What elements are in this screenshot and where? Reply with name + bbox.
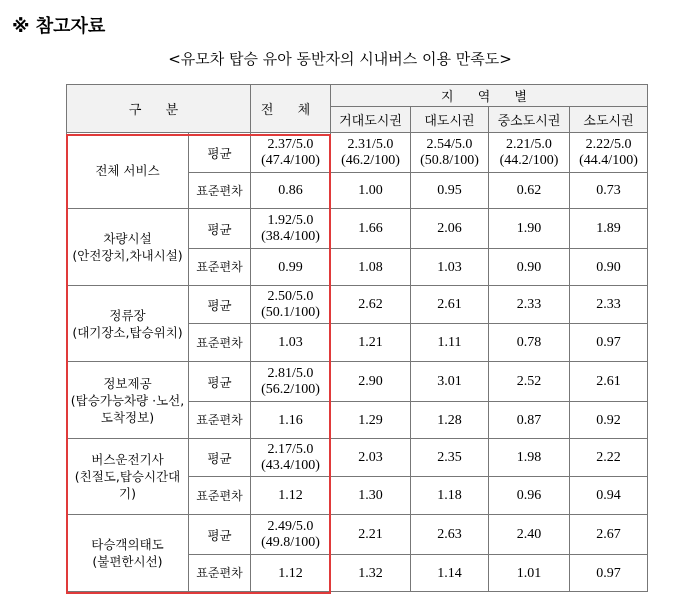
- avg-region-cell: [411, 439, 489, 477]
- sd-value: 0.87: [489, 402, 570, 439]
- sd-value: 0.78: [489, 324, 570, 362]
- section-heading: ※ 참고자료: [12, 16, 106, 37]
- avg-region-cell: [411, 209, 489, 249]
- avg-value: 2.61: [437, 296, 462, 312]
- sd-total: 0.99: [251, 249, 331, 286]
- avg-total: 2.81/5.0: [267, 365, 314, 381]
- category-name: 정류장: [109, 307, 146, 323]
- avg-region-cell: [331, 209, 411, 249]
- avg-value: 1.98: [516, 449, 542, 465]
- avg-total-pct: (49.8/100): [261, 534, 320, 550]
- avg-total-pct: (50.1/100): [261, 304, 320, 320]
- avg-value: 2.33: [516, 296, 542, 312]
- avg-total-pct: (38.4/100): [261, 228, 320, 244]
- avg-region-cell: [570, 515, 648, 555]
- avg-region-cell: [331, 133, 411, 173]
- sd-value: 1.11: [411, 324, 489, 362]
- sd-label: 표준편차: [189, 324, 251, 362]
- sd-value: 0.95: [411, 173, 489, 209]
- sd-value: 1.28: [411, 402, 489, 439]
- avg-region-cell: [570, 362, 648, 402]
- avg-total: 2.49/5.0: [267, 518, 314, 534]
- avg-label: 평균: [189, 439, 251, 477]
- avg-value: 2.33: [596, 296, 621, 312]
- avg-region-cell: [331, 286, 411, 324]
- avg-region-cell: [489, 362, 570, 402]
- header-category: 구 분: [67, 85, 251, 133]
- table-row: [67, 439, 648, 477]
- category-sub: (대기장소,탑승위치): [72, 324, 183, 340]
- sd-value: 1.01: [489, 555, 570, 592]
- sd-label: 표준편차: [189, 402, 251, 439]
- sd-value: 0.96: [489, 477, 570, 515]
- sd-value: 1.29: [331, 402, 411, 439]
- avg-label: 평균: [189, 362, 251, 402]
- category-cell: [67, 286, 189, 362]
- avg-region-cell: [489, 515, 570, 555]
- avg-label: 평균: [189, 133, 251, 173]
- avg-value: 2.54/5.0: [426, 136, 473, 152]
- avg-value: 2.21: [358, 526, 383, 542]
- category-name: 타승객의태도: [91, 537, 164, 552]
- sd-value: 0.73: [570, 173, 648, 209]
- avg-region-cell: [411, 133, 489, 173]
- avg-total-cell: [251, 133, 331, 173]
- header-region-small-city: 소도시권: [570, 107, 648, 133]
- sd-value: 1.32: [331, 555, 411, 592]
- avg-label: 평균: [189, 286, 251, 324]
- category-sub: (안전장치,차내시설): [72, 248, 183, 263]
- avg-value: 2.22: [596, 449, 621, 465]
- avg-region-cell: [489, 209, 570, 249]
- avg-pct: (50.8/100): [420, 152, 479, 168]
- sd-total: 0.86: [251, 173, 331, 209]
- avg-region-cell: [489, 439, 570, 477]
- avg-value: 2.31/5.0: [347, 136, 394, 152]
- avg-total-cell: [251, 362, 331, 402]
- table-row: [67, 209, 648, 249]
- sd-label: 표준편차: [189, 249, 251, 286]
- sd-value: 0.90: [489, 249, 570, 286]
- category-cell: [67, 362, 189, 439]
- satisfaction-table: [66, 84, 648, 592]
- avg-region-cell: [331, 515, 411, 555]
- header-region-metro: 거대도시권: [331, 107, 411, 133]
- avg-value: 2.22/5.0: [585, 136, 632, 152]
- category-sub: (불편한시선): [92, 554, 163, 569]
- header-region: 지 역 별: [331, 85, 648, 107]
- avg-total-cell: [251, 209, 331, 249]
- avg-region-cell: [489, 286, 570, 324]
- avg-total-pct: (56.2/100): [261, 381, 320, 397]
- category-sub: (친절도,탑승시간대기): [74, 469, 181, 501]
- avg-value: 2.35: [437, 449, 462, 465]
- sd-total: 1.03: [251, 324, 331, 362]
- avg-value: 2.03: [358, 449, 383, 465]
- avg-total: 2.17/5.0: [267, 441, 314, 457]
- avg-value: 2.52: [516, 373, 542, 389]
- sd-value: 0.62: [489, 173, 570, 209]
- avg-region-cell: [489, 133, 570, 173]
- avg-value: 1.89: [596, 220, 621, 236]
- sd-total: 1.16: [251, 402, 331, 439]
- avg-total: 2.37/5.0: [267, 136, 314, 152]
- avg-value: 2.21/5.0: [506, 136, 552, 152]
- avg-region-cell: [411, 286, 489, 324]
- avg-region-cell: [570, 286, 648, 324]
- header-total: 전 체: [251, 85, 331, 133]
- category-sub: (탑승가능차량 ·노선,도착정보): [70, 392, 185, 425]
- table-row: [67, 362, 648, 402]
- avg-pct: (44.4/100): [579, 152, 638, 168]
- category-name: 정보제공: [103, 375, 152, 391]
- category-cell: [67, 209, 189, 286]
- sd-value: 1.21: [331, 324, 411, 362]
- category-name: 버스운전기사: [91, 452, 164, 467]
- sd-value: 1.30: [331, 477, 411, 515]
- avg-value: 3.01: [437, 373, 462, 389]
- avg-value: 1.66: [358, 220, 383, 236]
- avg-region-cell: [570, 133, 648, 173]
- avg-total-pct: (47.4/100): [261, 152, 320, 168]
- header-region-large-city: 대도시권: [411, 107, 489, 133]
- avg-region-cell: [411, 362, 489, 402]
- category-cell: [67, 133, 189, 209]
- sd-label: 표준편차: [189, 173, 251, 209]
- avg-value: 2.63: [437, 526, 462, 542]
- sd-label: 표준편차: [189, 477, 251, 515]
- table-title: <유모차 탑승 유아 동반자의 시내버스 이용 만족도>: [168, 50, 512, 68]
- avg-total: 1.92/5.0: [267, 212, 314, 228]
- avg-value: 2.06: [437, 220, 462, 236]
- avg-total-cell: [251, 439, 331, 477]
- table-row: [67, 515, 648, 555]
- avg-label: 평균: [189, 209, 251, 249]
- avg-total: 2.50/5.0: [267, 288, 314, 304]
- sd-value: 0.92: [570, 402, 648, 439]
- category-name: 차량시설: [103, 231, 152, 246]
- category-name: 전체 서비스: [95, 163, 160, 178]
- avg-region-cell: [331, 362, 411, 402]
- avg-value: 1.90: [516, 220, 542, 236]
- avg-pct: (44.2/100): [499, 152, 559, 168]
- sd-value: 1.18: [411, 477, 489, 515]
- avg-value: 2.67: [596, 526, 621, 542]
- sd-total: 1.12: [251, 555, 331, 592]
- sd-value: 1.14: [411, 555, 489, 592]
- sd-value: 1.08: [331, 249, 411, 286]
- sd-value: 0.97: [570, 324, 648, 362]
- avg-pct: (46.2/100): [341, 152, 400, 168]
- avg-total-pct: (43.4/100): [261, 457, 320, 473]
- avg-total-cell: [251, 515, 331, 555]
- avg-region-cell: [411, 515, 489, 555]
- sd-label: 표준편차: [189, 555, 251, 592]
- sd-value: 1.03: [411, 249, 489, 286]
- avg-value: 2.62: [358, 296, 383, 312]
- sd-value: 0.94: [570, 477, 648, 515]
- avg-value: 2.90: [358, 373, 383, 389]
- table-row: [67, 286, 648, 324]
- sd-total: 1.12: [251, 477, 331, 515]
- table-row: [67, 133, 648, 173]
- avg-value: 2.40: [516, 526, 542, 542]
- avg-total-cell: [251, 286, 331, 324]
- sd-value: 0.90: [570, 249, 648, 286]
- header-region-mid-city: 중소도시권: [489, 107, 570, 133]
- avg-region-cell: [570, 439, 648, 477]
- category-cell: [67, 439, 189, 515]
- sd-value: 1.00: [331, 173, 411, 209]
- avg-region-cell: [570, 209, 648, 249]
- category-cell: [67, 515, 189, 592]
- sd-value: 0.97: [570, 555, 648, 592]
- table-body: [67, 133, 648, 592]
- avg-label: 평균: [189, 515, 251, 555]
- avg-region-cell: [331, 439, 411, 477]
- avg-value: 2.61: [596, 373, 621, 389]
